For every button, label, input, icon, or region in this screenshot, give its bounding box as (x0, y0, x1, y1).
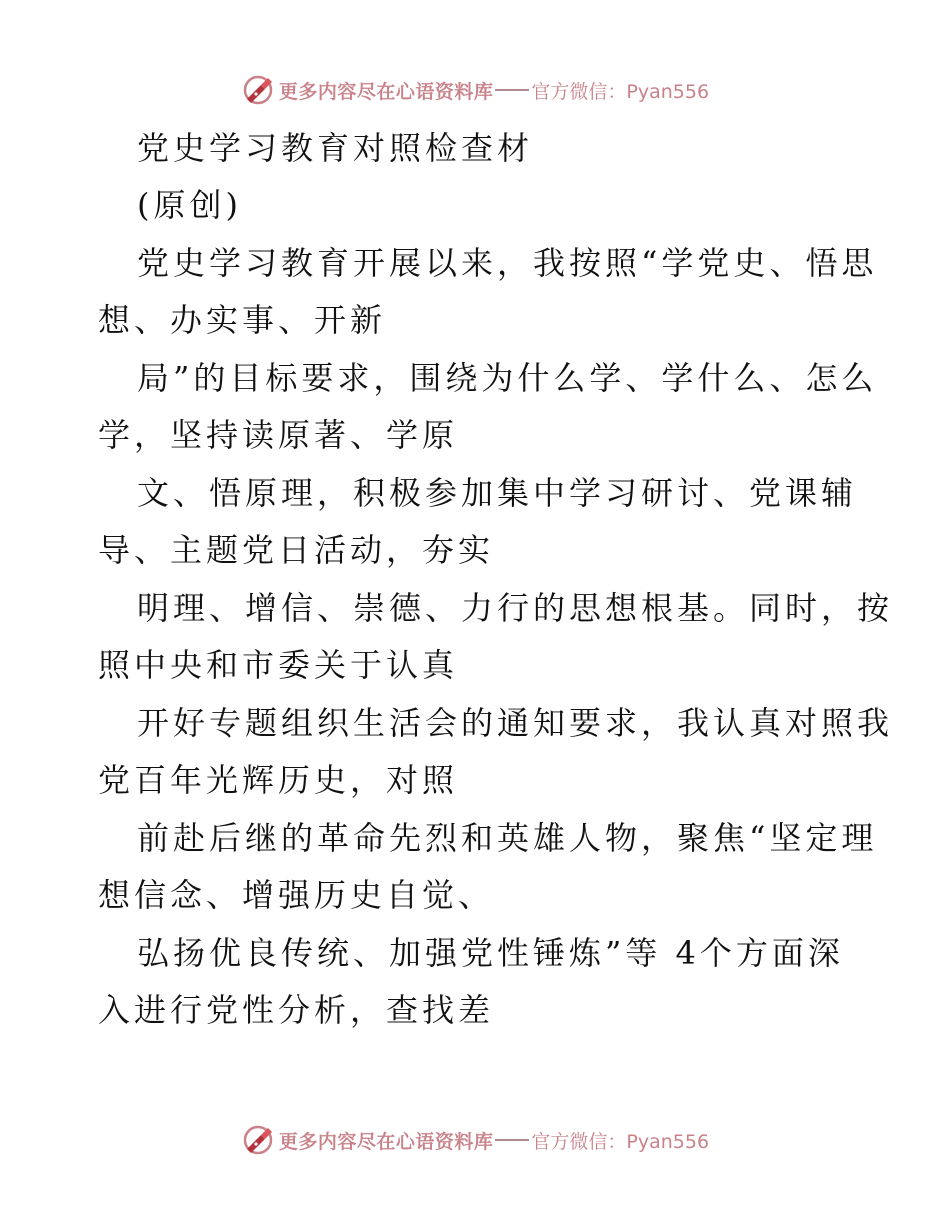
pen-nib-logo-icon (241, 1123, 275, 1157)
paragraph-line: 学，坚持读原著、学原 (98, 416, 459, 454)
footer-watermark (0, 1120, 950, 1160)
watermark-dash (495, 89, 529, 91)
paragraph-line: 前赴后继的革命先烈和英雄人物，聚焦“坚定理 (137, 819, 878, 857)
watermark-brand-text: 更多内容尽在心语资料库 (278, 80, 494, 103)
paragraph-line: 开好专题组织生活会的通知要求，我认真对照我 (137, 704, 894, 742)
watermark-dash (495, 1139, 529, 1141)
paragraph-line: 导、主题党日活动，夯实 (98, 531, 495, 569)
paragraph-line: 弘扬优良传统、加强党性锤炼”等 4个方面深 (137, 934, 844, 972)
watermark-wechat-text: 官方微信：Pyan556 (531, 1130, 710, 1153)
paragraph-line: 明理、增信、崇德、力行的思想根基。同时，按 (137, 589, 894, 627)
paragraph-line: 局”的目标要求，围绕为什么学、学什么、怎么 (137, 359, 878, 397)
document-subtitle: (原创) (137, 186, 242, 224)
paragraph-line: 想信念、增强历史自觉、 (98, 876, 495, 914)
paragraph-line: 照中央和市委关于认真 (98, 646, 459, 684)
paragraph-line: 文、悟原理，积极参加集中学习研讨、党课辅 (137, 474, 858, 512)
paragraph-line: 党百年光辉历史，对照 (98, 761, 459, 799)
paragraph-line: 入进行党性分析，查找差 (98, 991, 495, 1029)
header-watermark (0, 70, 950, 110)
pen-nib-logo-icon (241, 73, 275, 107)
paragraph-line: 想、办实事、开新 (98, 301, 387, 339)
watermark-wechat-text: 官方微信：Pyan556 (531, 80, 710, 103)
paragraph-line: 党史学习教育开展以来，我按照“学党史、悟思 (137, 244, 878, 282)
watermark-brand-text: 更多内容尽在心语资料库 (278, 1130, 494, 1153)
document-title: 党史学习教育对照检查材 (137, 129, 534, 167)
